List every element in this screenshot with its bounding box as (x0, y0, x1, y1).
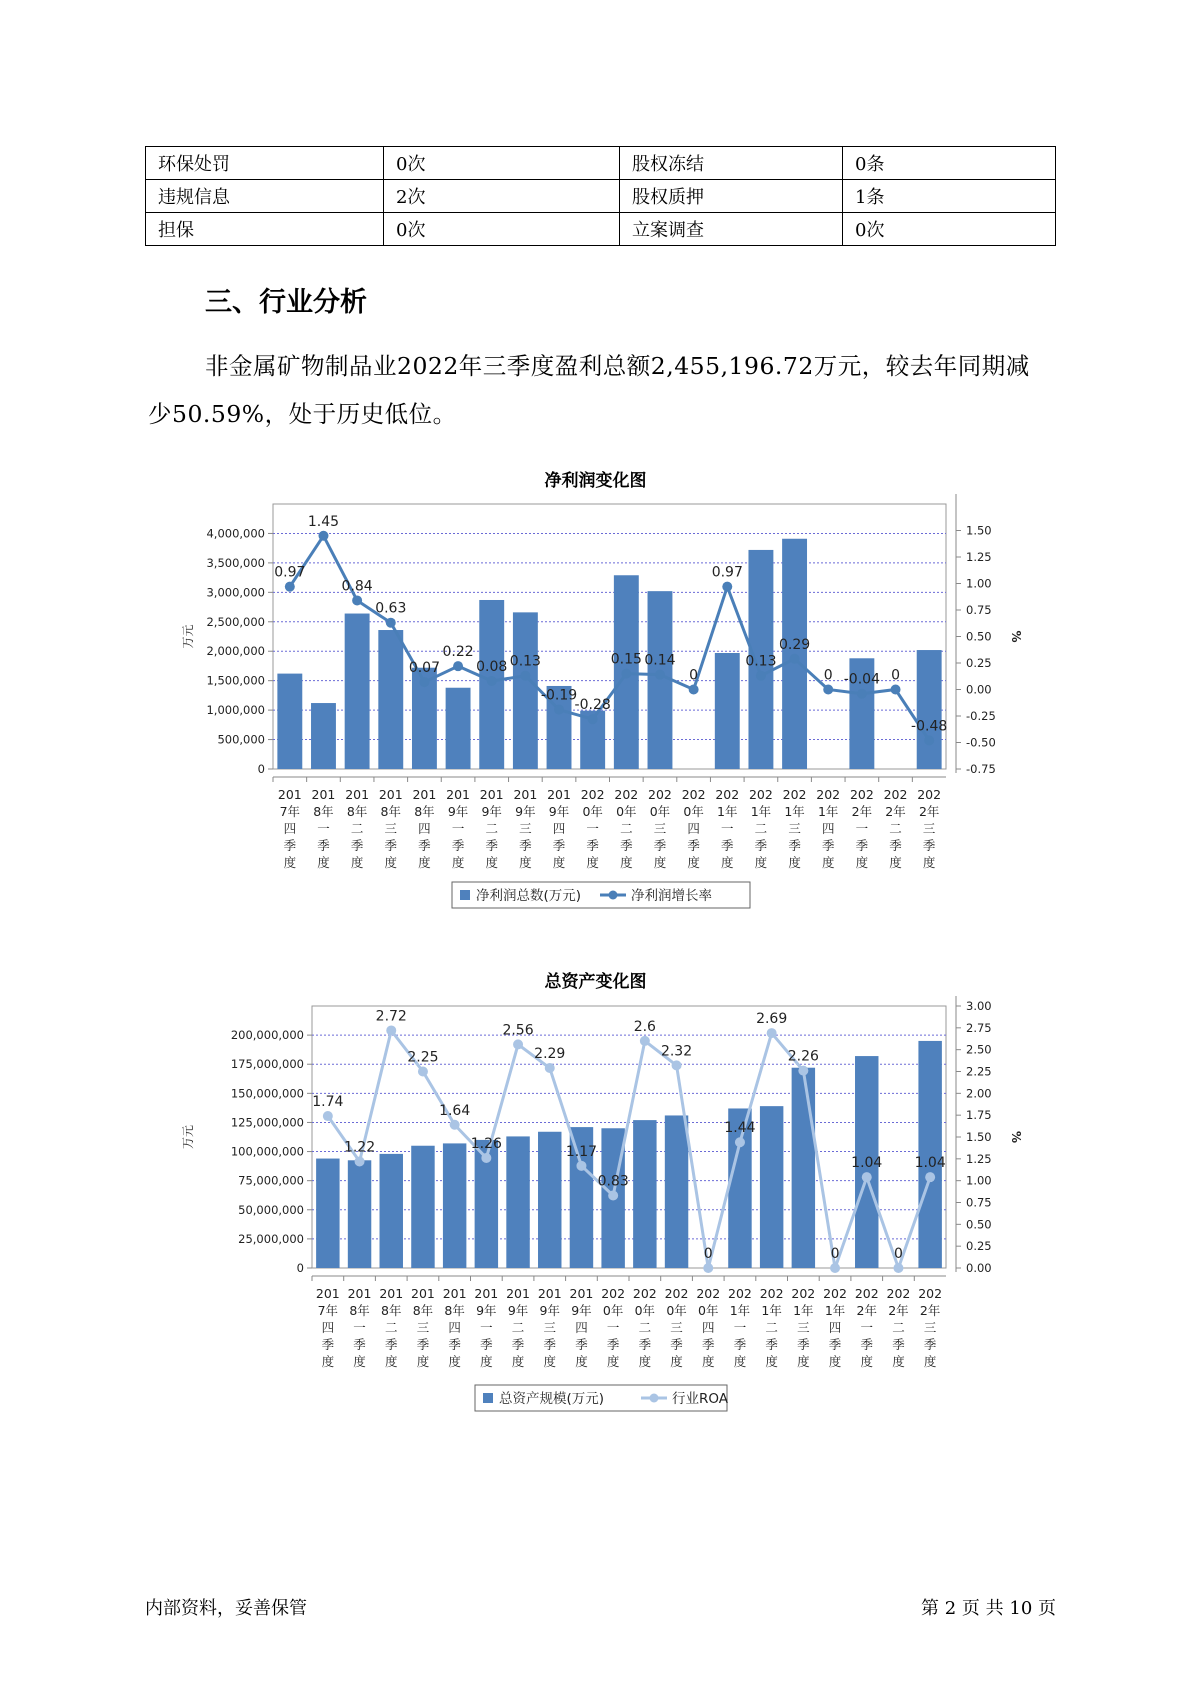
data-label: 1.44 (724, 1120, 756, 1137)
plot-frame (312, 1006, 946, 1268)
y2-tick-label: 1.75 (966, 1108, 992, 1123)
series-point (722, 582, 732, 592)
y2-tick-label: 0.75 (966, 603, 992, 617)
footer-confidential-note: 内部资料，妥善保管 (145, 1598, 307, 1619)
x-tick-label: 202 0年四季度 (681, 787, 706, 870)
data-label: 0 (703, 1246, 713, 1262)
x-tick-label: 202 1年三季度 (791, 1286, 816, 1369)
y-tick-label: 75,000,000 (238, 1173, 304, 1188)
data-label: 2.56 (502, 1022, 534, 1039)
series-point (545, 1063, 555, 1073)
data-label: 1.64 (439, 1102, 471, 1119)
data-label: 1.74 (312, 1094, 344, 1111)
x-tick-label: 201 8年四季度 (442, 1286, 467, 1369)
series-point (323, 1111, 333, 1121)
y2-tick-label: 0.25 (966, 656, 992, 670)
y2-tick-label: -0.25 (966, 709, 996, 723)
y2-tick-label: 0.50 (966, 629, 992, 644)
table-label-cell: 立案调查 (620, 213, 843, 246)
legend-line-label: 行业ROA (672, 1391, 729, 1407)
legend-line-marker (650, 1394, 659, 1403)
data-label: 1.04 (851, 1155, 883, 1172)
data-label: 2.32 (660, 1043, 693, 1060)
x-tick-label: 201 9年四季度 (547, 787, 571, 870)
y2-tick-label: 0.00 (966, 682, 992, 697)
x-tick-label: 201 9年三季度 (513, 787, 538, 870)
series-point (735, 1137, 745, 1147)
series-point (588, 714, 598, 724)
x-tick-label: 201 8年二季度 (379, 1286, 404, 1369)
series-point (655, 670, 665, 680)
series-point (450, 1120, 460, 1130)
y2-tick-label: 0.50 (966, 1217, 992, 1232)
x-tick-label: 202 0年一季度 (601, 1286, 626, 1369)
risk-info-table (145, 146, 1056, 246)
bar (411, 1146, 434, 1268)
bar (760, 1106, 783, 1268)
data-label: 0.83 (597, 1173, 629, 1190)
data-label: 0.22 (442, 644, 474, 661)
chart-title-total-assets: 总资产变化图 (544, 972, 647, 992)
y-axis-title: 万元 (181, 624, 195, 649)
x-tick-label: 202 1年四季度 (816, 787, 841, 870)
table-value-cell: 1条 (843, 180, 1056, 213)
x-tick-label: 202 2年二季度 (886, 1286, 911, 1369)
series-point (520, 671, 530, 681)
x-tick-label: 201 9年一季度 (446, 787, 471, 870)
bar (917, 650, 942, 769)
y-axis-title: 万元 (181, 1124, 195, 1150)
series-point (830, 1263, 840, 1273)
x-tick-label: 201 8年二季度 (345, 787, 370, 870)
y-tick-label: 0 (296, 1261, 304, 1275)
bar (446, 688, 471, 769)
series-point (790, 654, 800, 664)
series-point (418, 1067, 428, 1077)
data-label: 1.45 (307, 513, 340, 530)
y-tick-label: 2,000,000 (206, 644, 265, 659)
table-label-cell: 股权冻结 (620, 147, 843, 180)
x-tick-label: 201 9年二季度 (479, 787, 504, 870)
x-tick-label: 202 2年三季度 (917, 787, 942, 870)
y2-tick-label: -0.50 (966, 735, 996, 750)
table-value-cell: 0次 (843, 213, 1056, 246)
data-label: 0.97 (274, 564, 306, 581)
bar (506, 1136, 529, 1268)
bar (348, 1160, 371, 1268)
data-label: 0.15 (610, 651, 642, 668)
data-label: 0 (893, 1246, 903, 1262)
y-tick-label: 1,000,000 (206, 703, 265, 718)
data-label: -0.28 (574, 697, 611, 714)
table-value-cell: 0条 (843, 147, 1056, 180)
data-label: 2.26 (787, 1048, 819, 1065)
bar (443, 1143, 466, 1268)
y2-tick-label: 2.00 (966, 1086, 992, 1101)
x-tick-label: 202 1年一季度 (728, 1286, 752, 1369)
data-label: -0.48 (911, 718, 948, 735)
y2-tick-label: -0.75 (966, 762, 996, 776)
bar (316, 1159, 339, 1268)
data-label: 0.08 (476, 659, 508, 676)
x-tick-label: 202 0年三季度 (664, 1286, 689, 1369)
chart-title-net-profit: 净利润变化图 (544, 471, 647, 491)
bar (792, 1068, 815, 1268)
series-point (386, 1025, 396, 1035)
table-value-cell: 2次 (384, 180, 620, 213)
data-label: 2.72 (375, 1008, 407, 1025)
x-tick-label: 202 1年三季度 (782, 787, 807, 870)
x-tick-label: 202 0年一季度 (580, 787, 605, 870)
y2-tick-label: 0.75 (966, 1195, 992, 1210)
legend-bar-label: 总资产规模(万元) (499, 1391, 605, 1407)
total-assets-chart (0, 992, 1191, 1442)
series-point (672, 1060, 682, 1070)
series-point (798, 1066, 808, 1076)
y-tick-label: 3,000,000 (206, 585, 265, 600)
data-label: 1.04 (914, 1155, 946, 1172)
series-point (576, 1161, 586, 1171)
y-tick-label: 25,000,000 (238, 1231, 304, 1246)
x-tick-label: 202 1年四季度 (823, 1286, 847, 1369)
x-tick-label: 202 2年一季度 (854, 1286, 879, 1369)
y2-tick-label: 2.50 (966, 1042, 992, 1057)
series-point (608, 1191, 618, 1201)
data-label: 2.29 (534, 1046, 566, 1063)
series-point (453, 661, 463, 671)
series-point (355, 1156, 365, 1166)
series-point (318, 531, 328, 541)
data-label: 0 (823, 667, 833, 684)
series-point (285, 582, 295, 592)
x-tick-label: 202 2年一季度 (849, 787, 874, 870)
series-point (703, 1263, 713, 1273)
data-label: 0.14 (644, 652, 676, 669)
table-value-cell: 0次 (384, 147, 620, 180)
data-label: -0.04 (843, 671, 880, 688)
plot-frame (273, 504, 946, 769)
legend-bar-swatch (483, 1393, 493, 1403)
x-tick-label: 201 8年一季度 (347, 1286, 372, 1369)
series-point (891, 685, 901, 695)
series-point (481, 1153, 491, 1163)
table-label-cell: 担保 (146, 213, 384, 246)
series-point (352, 595, 362, 605)
y-tick-label: 2,500,000 (206, 614, 265, 629)
y-tick-label: 200,000,000 (230, 1028, 304, 1043)
bar (513, 612, 538, 769)
series-point (925, 1172, 935, 1182)
series-point (386, 618, 396, 628)
series-point (767, 1028, 777, 1038)
series-point (924, 735, 934, 745)
net-profit-chart (0, 490, 1191, 940)
table-label-cell: 违规信息 (146, 180, 384, 213)
x-tick-label: 202 0年四季度 (696, 1286, 721, 1369)
y2-tick-label: 0.25 (966, 1239, 992, 1254)
data-label: 0.13 (745, 653, 777, 670)
series-point (513, 1039, 523, 1049)
data-label: 2.69 (756, 1011, 788, 1028)
x-tick-label: 201 8年三季度 (378, 787, 403, 870)
footer-page-number: 第 2 页 共 10 页 (921, 1598, 1056, 1619)
series-point (640, 1036, 650, 1046)
y2-tick-label: 1.00 (966, 1173, 992, 1188)
x-tick-label: 201 8年三季度 (411, 1286, 435, 1369)
x-tick-label: 201 9年一季度 (474, 1286, 499, 1369)
legend-bar-label: 净利润总数(万元) (476, 888, 582, 904)
x-tick-label: 202 0年二季度 (632, 1286, 657, 1369)
x-tick-label: 201 9年四季度 (569, 1286, 594, 1369)
bar (277, 674, 302, 769)
x-tick-label: 202 1年一季度 (715, 787, 740, 870)
bar (311, 703, 336, 769)
legend-line-label: 净利润增长率 (631, 888, 712, 904)
data-label: 0.29 (778, 636, 811, 653)
y2-axis-title: % (1009, 630, 1023, 643)
series-point (554, 705, 564, 715)
series-point (862, 1172, 872, 1182)
bar (715, 653, 740, 769)
x-tick-label: 201 8年一季度 (311, 787, 336, 870)
x-tick-label: 202 0年二季度 (614, 787, 639, 870)
y2-tick-label: 1.00 (966, 576, 992, 591)
y-tick-label: 3,500,000 (206, 555, 265, 570)
y-tick-label: 500,000 (217, 732, 265, 747)
series-point (857, 689, 867, 699)
series-point (487, 676, 497, 686)
x-tick-label: 202 1年二季度 (759, 1286, 784, 1369)
y2-tick-label: 1.50 (966, 1130, 992, 1144)
y2-tick-label: 1.50 (966, 523, 992, 538)
y-tick-label: 0 (257, 762, 265, 776)
series-point (823, 685, 833, 695)
x-tick-label: 201 7年四季度 (315, 1286, 340, 1369)
series-point (893, 1263, 903, 1273)
data-label: 1.17 (565, 1143, 598, 1160)
bar (378, 630, 403, 769)
y-tick-label: 125,000,000 (230, 1115, 304, 1130)
y-tick-label: 100,000,000 (230, 1144, 304, 1159)
data-label: 0 (891, 667, 900, 684)
table-label-cell: 股权质押 (620, 180, 843, 213)
y-tick-label: 4,000,000 (206, 526, 265, 541)
data-label: 0.84 (341, 578, 373, 595)
x-tick-label: 202 0年三季度 (648, 787, 672, 870)
bar (665, 1115, 688, 1268)
legend-bar-swatch (460, 890, 470, 900)
x-tick-label: 201 8年四季度 (412, 787, 437, 870)
section-title: 三、行业分析 (205, 287, 367, 318)
series-point (621, 669, 631, 679)
x-tick-label: 202 2年三季度 (918, 1286, 943, 1369)
y2-axis-title: % (1009, 1130, 1023, 1144)
data-label: 0.97 (711, 564, 743, 581)
series-point (756, 671, 766, 681)
series-point (419, 677, 429, 687)
bar (345, 614, 370, 769)
table-label-cell: 环保处罚 (146, 147, 384, 180)
table-value-cell: 0次 (384, 213, 620, 246)
y-tick-label: 150,000,000 (230, 1086, 304, 1101)
data-label: 0.07 (408, 660, 441, 677)
y2-tick-label: 2.25 (966, 1064, 992, 1079)
table-row (146, 180, 1056, 213)
data-label: 2.25 (407, 1049, 439, 1066)
analysis-paragraph: 非金属矿物制品业2022年三季度盈利总额2,455,196.72万元，较去年同期减少50.59%，处于历史低位。 (148, 352, 1030, 428)
data-label: 1.22 (343, 1139, 376, 1156)
data-label: 0.13 (509, 653, 541, 670)
x-tick-label: 201 7年四季度 (277, 787, 302, 870)
y-tick-label: 50,000,000 (238, 1202, 304, 1217)
y-tick-label: 1,500,000 (206, 673, 265, 688)
x-tick-label: 202 1年二季度 (748, 787, 773, 870)
y2-tick-label: 1.25 (966, 1151, 992, 1166)
y2-tick-label: 1.25 (966, 550, 992, 564)
data-label: 0 (830, 1246, 840, 1262)
legend-line-marker (609, 891, 618, 900)
data-label: -0.19 (540, 687, 578, 704)
x-tick-label: 201 9年三季度 (537, 1286, 562, 1369)
table-row (146, 213, 1056, 246)
y2-tick-label: 0.00 (966, 1261, 992, 1275)
bar (633, 1120, 656, 1268)
series-point (689, 685, 699, 695)
table-row (146, 147, 1056, 180)
bar (538, 1132, 561, 1268)
data-label: 0 (689, 667, 699, 684)
x-tick-label: 202 2年二季度 (883, 787, 908, 870)
y-tick-label: 175,000,000 (230, 1057, 304, 1072)
y2-tick-label: 3.00 (966, 999, 992, 1013)
data-label: 1.26 (470, 1135, 502, 1152)
data-label: 0.63 (375, 600, 407, 617)
bar (380, 1154, 403, 1268)
x-tick-label: 201 9年二季度 (506, 1286, 530, 1369)
data-label: 2.6 (633, 1018, 656, 1035)
y2-tick-label: 2.75 (966, 1020, 992, 1035)
